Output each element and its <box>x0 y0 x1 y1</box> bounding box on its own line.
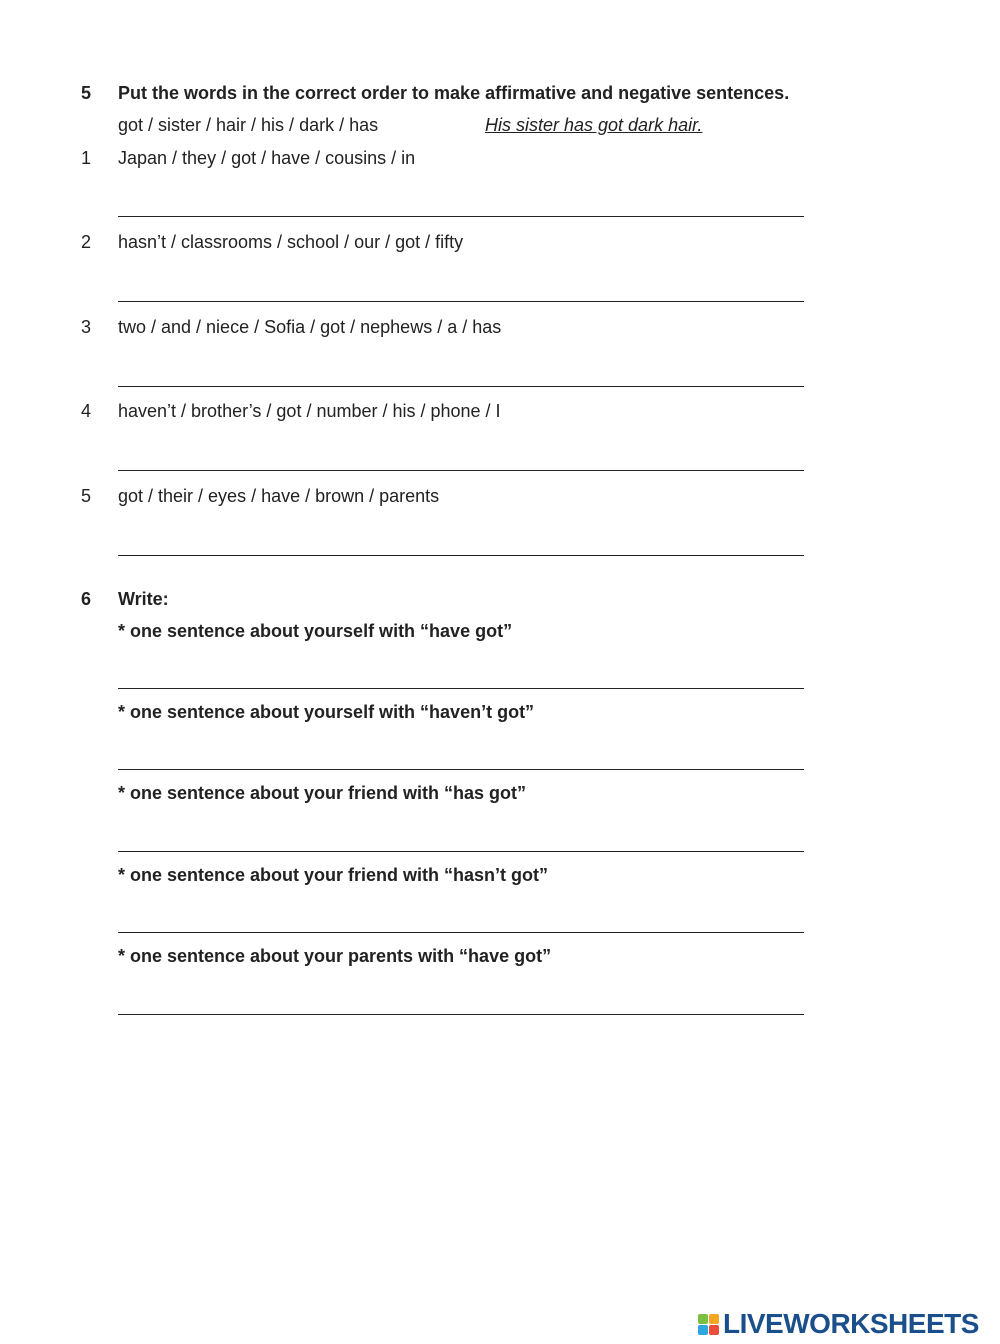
answer-line[interactable] <box>118 1014 804 1015</box>
write-prompt: * one sentence about yourself with “haven’t got” <box>118 702 535 722</box>
answer-line[interactable] <box>118 932 804 933</box>
item-number: 5 <box>81 486 92 506</box>
liveworksheets-logo[interactable] <box>698 1310 979 1338</box>
answer-line[interactable] <box>118 688 804 689</box>
liveworksheets-wordmark: LIVEWORKSHEETS <box>723 1308 979 1339</box>
write-prompt: * one sentence about your parents with “have got” <box>118 946 552 966</box>
write-prompt: * one sentence about your friend with “hasn’t got” <box>118 865 549 885</box>
item-number: 4 <box>81 401 92 421</box>
answer-line[interactable] <box>118 301 804 302</box>
answer-line[interactable] <box>118 470 804 471</box>
item-number: 2 <box>81 232 92 252</box>
answer-line[interactable] <box>118 851 804 852</box>
example-words: got / sister / hair / his / dark / has <box>118 115 379 135</box>
logo-square-icon <box>698 1325 708 1335</box>
answer-line[interactable] <box>118 386 804 387</box>
item-number: 1 <box>81 148 92 168</box>
exercise-5-instruction: Put the words in the correct order to make affirmative and negative sentences. <box>118 83 790 103</box>
item-words: Japan / they / got / have / cousins / in <box>118 148 416 168</box>
exercise-6-title: Write: <box>118 589 169 609</box>
item-words: got / their / eyes / have / brown / parents <box>118 486 440 506</box>
answer-line[interactable] <box>118 216 804 217</box>
write-prompt: * one sentence about your friend with “has got” <box>118 783 527 803</box>
logo-square-icon <box>709 1325 719 1335</box>
example-answer: His sister has got dark hair. <box>485 115 703 135</box>
logo-square-icon <box>698 1314 708 1324</box>
item-words: two / and / niece / Sofia / got / nephews / a / has <box>118 317 502 337</box>
answer-line[interactable] <box>118 555 804 556</box>
liveworksheets-icon <box>698 1314 719 1335</box>
item-number: 3 <box>81 317 92 337</box>
write-prompt: * one sentence about yourself with “have got” <box>118 621 513 641</box>
exercise-5-number: 5 <box>81 83 92 103</box>
answer-line[interactable] <box>118 769 804 770</box>
item-words: haven’t / brother’s / got / number / his / phone / I <box>118 401 501 421</box>
logo-square-icon <box>709 1314 719 1324</box>
item-words: hasn’t / classrooms / school / our / got / fifty <box>118 232 464 252</box>
exercise-6-number: 6 <box>81 589 92 609</box>
